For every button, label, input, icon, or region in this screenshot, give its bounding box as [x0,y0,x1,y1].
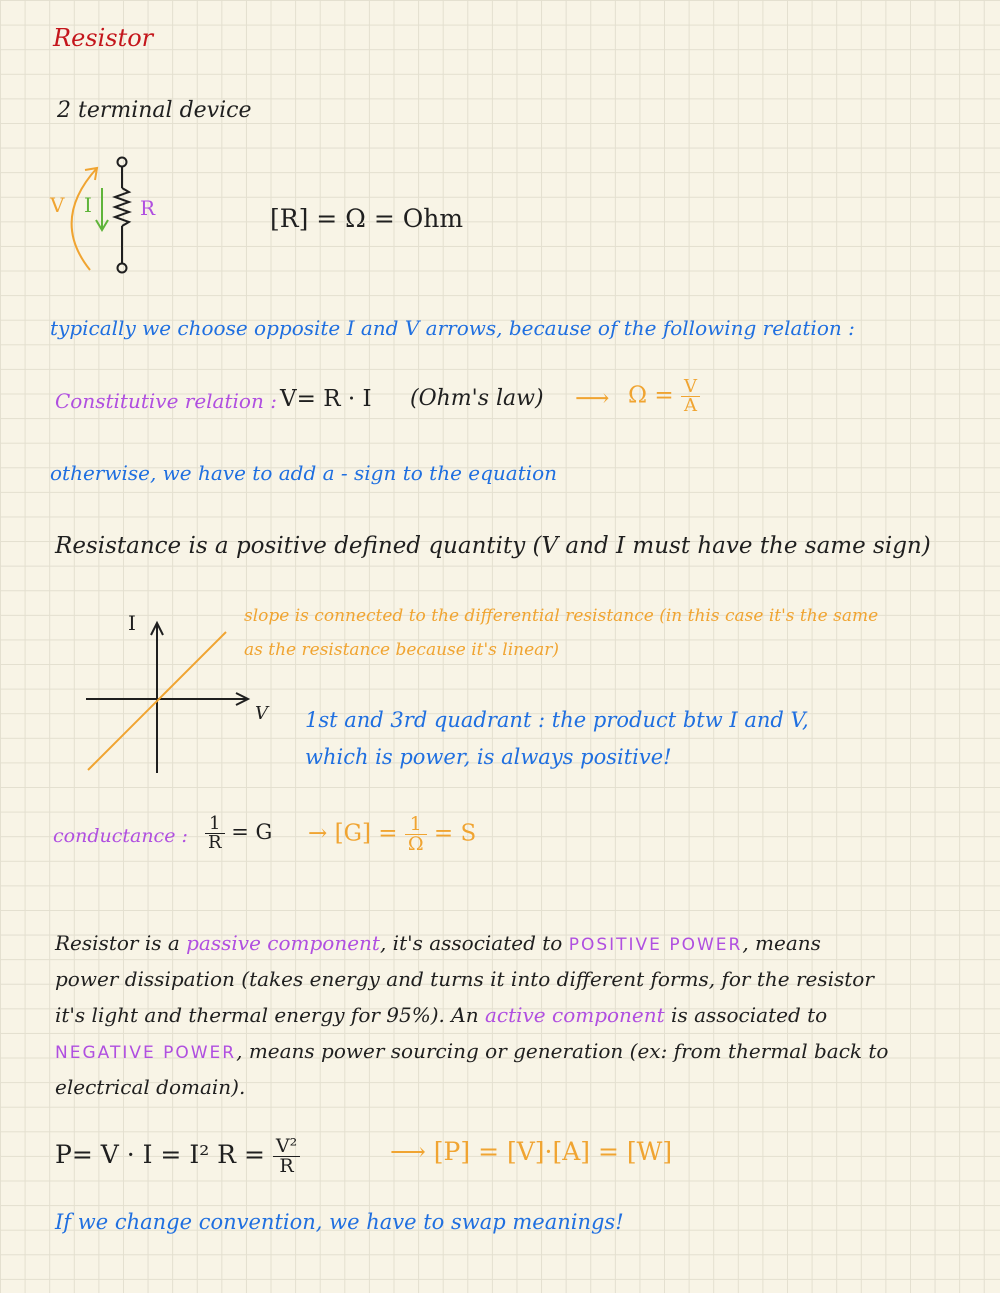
ohm-law-label: (Ohm's law) [410,386,544,411]
fraction-numerator: 1 [405,815,427,835]
power-units [390,1137,672,1166]
slope-note-1: slope is connected to the differential resistance (in this case it's the same [244,606,879,626]
conductance-equation [205,815,272,852]
quadrant-note-2: which is power, is always positive! [305,745,672,769]
power-eq-text: P= V · I = I² R = [55,1140,265,1169]
active-component-term: active component [484,1003,665,1027]
equals-s: = S [433,820,477,847]
voltage-label: V [50,193,65,217]
v-squared-over-r-fraction [273,1137,300,1176]
paragraph-line-4 [55,1039,888,1063]
unit-equation: [R] = Ω = Ohm [270,204,464,233]
quadrant-note-1: 1st and 3rd quadrant : the product btw I and V, [305,708,809,732]
text-span: , means [742,931,821,955]
conductance-label: conductance : [53,825,188,847]
one-over-r-fraction [205,815,225,852]
resistance-positive-line: Resistance is a positive defined quantity (V and I must have the same sign) [55,533,931,559]
resistor-label: R [140,196,156,220]
graph-y-label: I [128,611,136,635]
fraction-denominator: R [208,832,222,853]
text-span: it's light and thermal energy for 95%). An [55,1003,485,1027]
equals-g: = G [231,820,273,844]
constitutive-arrow: ⟶ [575,384,610,412]
fraction-denominator: R [279,1155,294,1177]
slope-note-2: as the resistance because it's linear) [244,640,560,660]
power-units-text: [P] = [V]·[A] = [W] [433,1137,673,1166]
power-arrow: ⟶ [390,1137,426,1166]
page-title: Resistor [53,24,154,52]
text-span: , it's associated to [379,931,569,955]
constitutive-label: Constitutive relation : [55,389,277,413]
fraction-numerator: V² [273,1137,300,1157]
negative-power-term: NEGATIVE POWER [55,1043,237,1063]
omega-equation [628,378,700,415]
otherwise-note: otherwise, we have to add a - sign to the equation [50,461,558,485]
arrows-note: typically we choose opposite I and V arrows, because of the following relation : [50,316,855,340]
paragraph-line-2: power dissipation (takes energy and turns it into different forms, for the resistor [55,967,874,991]
closing-note: If we change convention, we have to swap meanings! [55,1210,624,1234]
conductance-units [308,815,476,854]
fraction-numerator: V [681,378,700,397]
one-over-omega-fraction [405,815,427,854]
paragraph-line-1 [55,931,821,955]
paragraph-line-3 [55,1003,827,1027]
passive-component-term: passive component [186,931,380,955]
positive-power-term: POSITIVE POWER [568,935,743,955]
fraction-numerator: 1 [205,815,225,834]
g-bracket: [G] = [334,820,398,847]
intro-line: 2 terminal device [57,98,252,123]
omega-eq-text: Ω = [628,382,674,409]
text-span: Resistor is a [55,931,187,955]
text-span: is associated to [664,1003,828,1027]
ohm-equation: V= R · I [280,386,372,412]
current-label: I [84,193,92,217]
power-equation [55,1137,300,1176]
text-span: , means power sourcing or generation (ex: from thermal back to [236,1039,889,1063]
graph-x-label: V [255,703,268,724]
volt-per-amp-fraction [681,378,700,415]
fraction-denominator: Ω [407,833,424,855]
fraction-denominator: A [683,395,697,416]
paragraph-line-5: electrical domain). [55,1075,246,1099]
conductance-arrow: → [308,820,328,847]
